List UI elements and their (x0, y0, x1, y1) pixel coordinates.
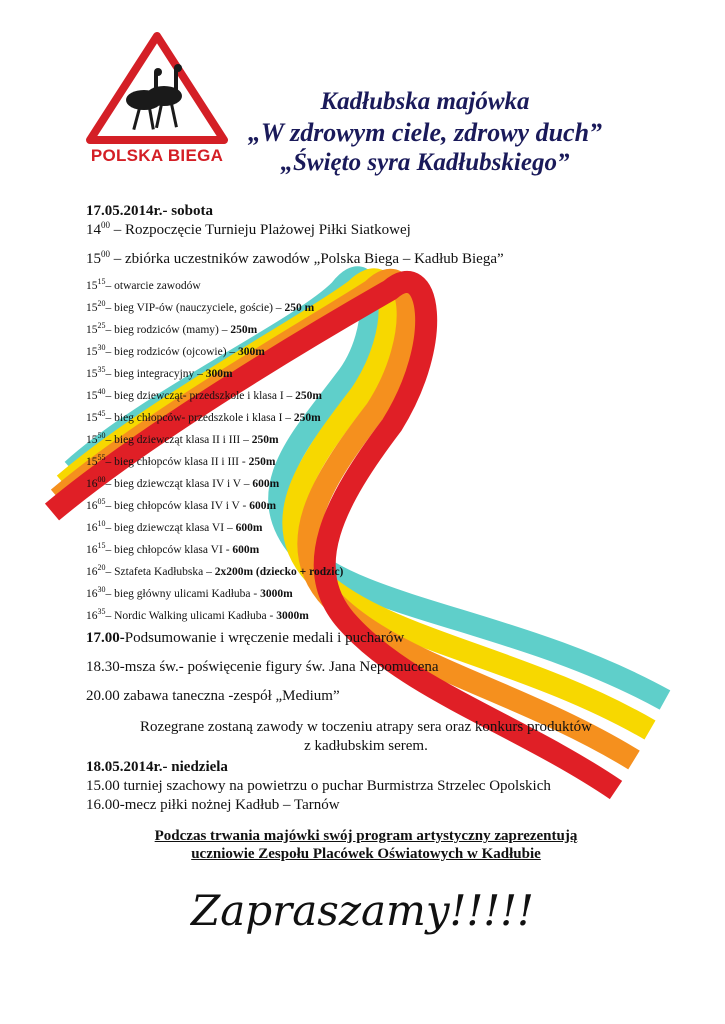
schedule-item: $15^{50}-$ bieg dziewcząt klasa II i III – 250m (86, 431, 279, 446)
ceremony-item: 17.00-Podsumowanie i wręczenie medali i pucharów (86, 630, 405, 646)
invite-text: Zapraszamy!!!!! (191, 886, 534, 935)
competition-note-line2: z kadłubskim serem. (304, 738, 428, 754)
event-motto: „W zdrowym ciele, zdrowy duch” (247, 118, 603, 147)
triangle-ostrich-icon (84, 30, 230, 150)
schedule-item: $15^{20}-$ bieg VIP-ów (nauczyciele, goście) – 250 m (86, 299, 315, 314)
schedule-item: $16^{15}-$ bieg chłopców klasa VI - 600m (86, 541, 260, 556)
sunday-date: 18.05.2014r.- niedziela (86, 759, 228, 775)
polska-biega-logo (84, 30, 230, 172)
competition-note-line1: Rozegrane zostaną zawody w toczeniu atrapy sera oraz konkurs produktów (140, 719, 592, 735)
mass-item: 18.30-msza św.- poświęcenie figury św. Jana Nepomucena (86, 659, 439, 675)
schedule-item: $15^{25}-$ bieg rodziców (mamy) – 250m (86, 321, 258, 336)
schedule-item: $16^{10}-$ bieg dziewcząt klasa VI – 600m (86, 519, 263, 534)
schedule-item: $15^{35}-$ bieg integracyjny – 300m (86, 365, 233, 380)
schedule-item: $15^{30}-$ bieg rodziców (ojcowie) – 300m (86, 343, 265, 358)
schedule-item: $16^{30}-$ bieg główny ulicami Kadłuba - 3000m (86, 585, 293, 600)
event-subtitle: „Święto syra Kadłubskiego” (280, 149, 570, 176)
schedule-item: $15^{40}-$ bieg dziewcząt- przedszkole i klasa I – 250m (86, 387, 323, 402)
schedule-item: $15^{00}$ – zbiórka uczestników zawodów „Polska Biega – Kadłub Biega” (86, 249, 504, 267)
event-title: Kadłubska majówka (320, 88, 530, 115)
schedule-item: $16^{35}-$ Nordic Walking ulicami Kadłuba - 3000m (86, 607, 309, 622)
dance-item: 20.00 zabawa taneczna -zespół „Medium” (86, 688, 340, 704)
schedule-item: $14^{00}$ – Rozpoczęcie Turnieju Plażowej Piłki Siatkowej (86, 220, 411, 238)
schedule-item: $15^{55}-$ bieg chłopców klasa II i III - 250m (86, 453, 276, 468)
sunday-item: 15.00 turniej szachowy na powietrzu o puchar Burmistrza Strzelec Opolskich (86, 778, 551, 794)
saturday-date: 17.05.2014r.- sobota (86, 203, 213, 219)
footer-line1: Podczas trwania majówki swój program artystyczny zaprezentują (154, 828, 578, 844)
schedule-item: $15^{45}-$ bieg chłopców- przedszkole i klasa I – 250m (86, 409, 321, 424)
schedule-item: $16^{00}-$ bieg dziewcząt klasa IV i V – 600m (86, 475, 280, 490)
schedule-item: $15^{15}-$ otwarcie zawodów (86, 277, 201, 292)
sunday-item: 16.00-mecz piłki nożnej Kadłub – Tarnów (86, 797, 340, 813)
footer-line2: uczniowie Zespołu Placówek Oświatowych w Kadłubie (191, 846, 541, 862)
logo-text: POLSKA BIEGA (90, 146, 224, 165)
schedule-item: $16^{20}-$ Sztafeta Kadłubska – 2x200m (dziecko + rodzic) (86, 563, 344, 578)
schedule-item: $16^{05}-$ bieg chłopców klasa IV i V - 600m (86, 497, 277, 512)
